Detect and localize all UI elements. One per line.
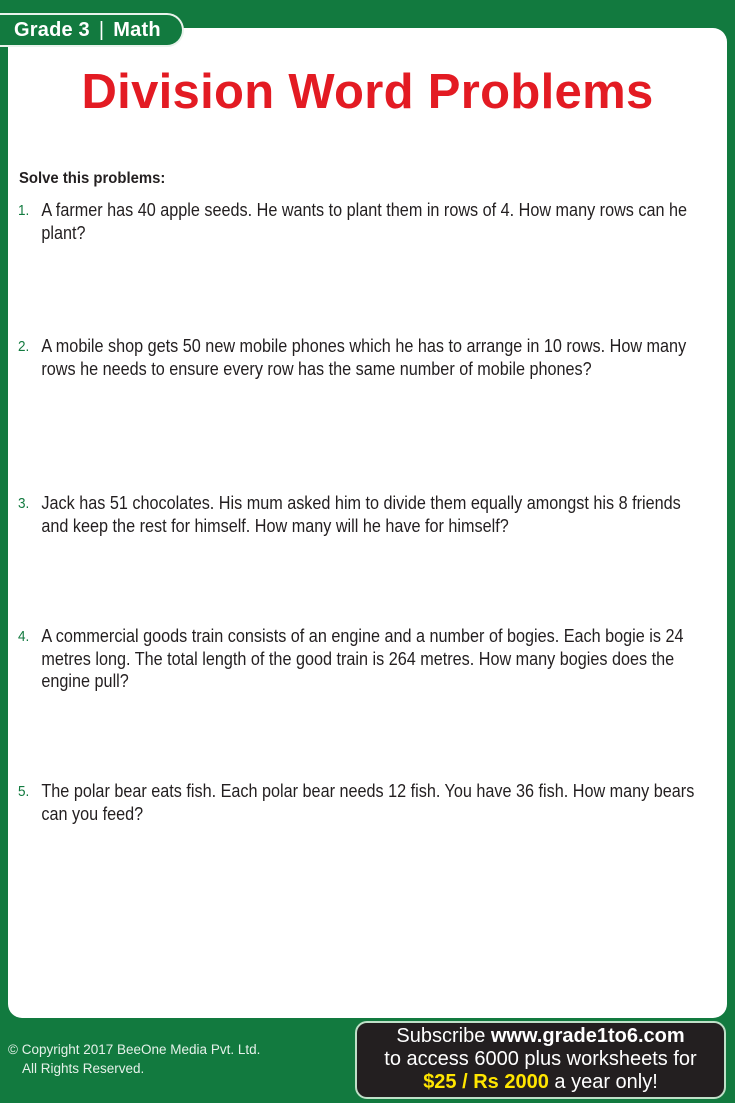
subscribe-price: $25 / Rs 2000 bbox=[423, 1071, 549, 1093]
grade-subject-tab bbox=[0, 13, 184, 47]
problem-text: A farmer has 40 apple seeds. He wants to plant them in rows of 4. How many rows can he plant? bbox=[41, 200, 688, 243]
problem-text: Jack has 51 chocolates. His mum asked him to divide them equally amongst his 8 friends and keep the rest for himself. How many will he have for himself? bbox=[41, 493, 681, 536]
problem-number: 1. bbox=[18, 202, 30, 219]
copyright-line2: All Rights Reserved. bbox=[22, 1061, 145, 1076]
grade-label: Grade 3 bbox=[14, 18, 90, 41]
problem-2 bbox=[18, 335, 702, 380]
subscribe-banner[interactable] bbox=[355, 1021, 726, 1099]
subscribe-line2: to access 6000 plus worksheets for bbox=[384, 1048, 697, 1070]
problem-text: A mobile shop gets 50 new mobile phones which he has to arrange in 10 rows. How many rows he needs to ensure every row has the same number of mobile phones? bbox=[41, 336, 687, 379]
problem-3 bbox=[18, 492, 702, 537]
problem-number: 5. bbox=[18, 783, 30, 800]
subscribe-line3 bbox=[357, 1071, 724, 1094]
subject-label: Math bbox=[113, 18, 161, 41]
worksheet-title: Division Word Problems bbox=[81, 65, 654, 119]
problem-4 bbox=[18, 625, 702, 693]
problem-1 bbox=[18, 199, 702, 244]
instructions: Solve this problems: bbox=[19, 170, 166, 187]
subscribe-line1 bbox=[357, 1025, 724, 1048]
problem-number: 3. bbox=[18, 495, 30, 512]
separator: | bbox=[98, 18, 105, 41]
copyright-notice bbox=[8, 1040, 260, 1078]
copyright-line1: © Copyright 2017 BeeOne Media Pvt. Ltd. bbox=[8, 1042, 261, 1057]
problem-number: 2. bbox=[18, 338, 30, 355]
problem-text: The polar bear eats fish. Each polar bear needs 12 fish. You have 36 fish. How many bears can you feed? bbox=[41, 781, 695, 824]
subscribe-url-link[interactable]: www.grade1to6.com bbox=[490, 1025, 685, 1047]
problem-5 bbox=[18, 780, 702, 825]
subscribe-suffix: a year only! bbox=[548, 1071, 658, 1093]
problem-text: A commercial goods train consists of an engine and a number of bogies. Each bogie is 24 metres long. The total length of the good train is 264 metres. How many bogies does the engine pull? bbox=[41, 626, 684, 691]
problem-number: 4. bbox=[18, 628, 30, 645]
subscribe-prefix: Subscribe bbox=[396, 1025, 491, 1047]
